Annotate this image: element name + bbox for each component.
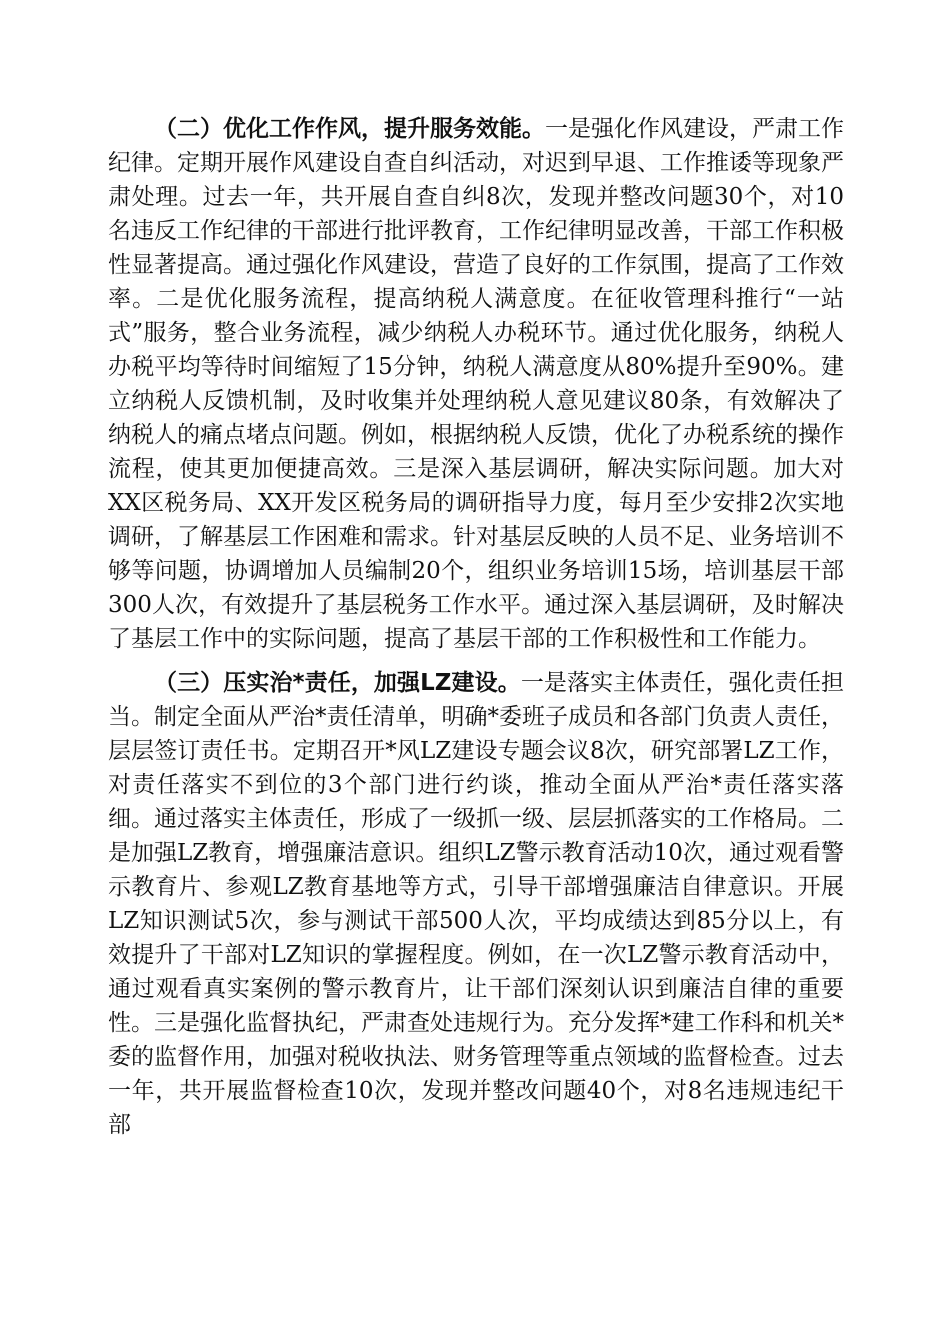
paragraph-section-2 bbox=[108, 112, 844, 656]
section-body-3: 一是落实主体责任，强化责任担当。制定全面从严治*责任清单，明确*委班子成员和各部门负责人责任，层层签订责任书。定期召开*风LZ建设专题会议8次，研究部署LZ工作，对责任落实不到位的3个部门进行约谈，推动全面从严治*责任落实落细。通过落实主体责任，形成了一级抓一级、层层抓落实的工作格局。二是加强LZ教育，增强廉洁意识。组织LZ警示教育活动10次，通过观看警示教育片、参观LZ教育基地等方式，引导干部增强廉洁自律意识。开展LZ知识测试5次，参与测试干部500人次，平均成绩达到85分以上，有效提升了干部对LZ知识的掌握程度。例如，在一次LZ警示教育活动中，通过观看真实案例的警示教育片，让干部们深刻认识到廉洁自律的重要性。三是强化监督执纪，严肃查处违规行为。充分发挥*建工作科和机关*委的监督作用，加强对税收执法、财务管理等重点领域的监督检查。过去一年，共开展监督检查10次，发现并整改问题40个，对8名违规违纪干部 bbox=[108, 670, 844, 1138]
section-body-2: 一是强化作风建设，严肃工作纪律。定期开展作风建设自查自纠活动，对迟到早退、工作推诿等现象严肃处理。过去一年，共开展自查自纠8次，发现并整改问题30个，对10名违反工作纪律的干部进行批评教育，工作纪律明显改善，干部工作积极性显著提高。通过强化作风建设，营造了良好的工作氛围，提高了工作效率。二是优化服务流程，提高纳税人满意度。在征收管理科推行“一站式”服务，整合业务流程，减少纳税人办税环节。通过优化服务，纳税人办税平均等待时间缩短了15分钟，纳税人满意度从80%提升至90%。建立纳税人反馈机制，及时收集并处理纳税人意见建议80条，有效解决了纳税人的痛点堵点问题。例如，根据纳税人反馈，优化了办税系统的操作流程，使其更加便捷高效。三是深入基层调研，解决实际问题。加大对XX区税务局、XX开发区税务局的调研指导力度，每月至少安排2次实地调研，了解基层工作困难和需求。针对基层反映的人员不足、业务培训不够等问题，协调增加人员编制20个，组织业务培训15场，培训基层干部300人次，有效提升了基层税务工作水平。通过深入基层调研，及时解决了基层工作中的实际问题，提高了基层干部的工作积极性和工作能力。 bbox=[108, 116, 844, 652]
paragraph-section-3 bbox=[108, 666, 844, 1142]
document-page bbox=[108, 112, 844, 1152]
section-heading-2: （二）优化工作作风，提升服务效能。 bbox=[154, 116, 545, 142]
section-heading-3: （三）压实治*责任，加强LZ建设。 bbox=[154, 670, 521, 696]
